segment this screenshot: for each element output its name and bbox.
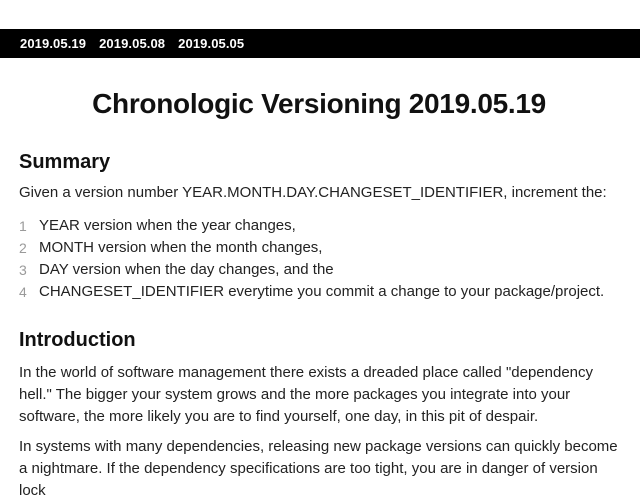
page-title: Chronologic Versioning 2019.05.19	[92, 88, 546, 119]
summary-intro: Given a version number YEAR.MONTH.DAY.CHANGESET_IDENTIFIER, increment the:	[19, 184, 607, 201]
list-item-text: DAY version when the day changes, and the	[39, 261, 334, 278]
summary-list	[19, 215, 604, 303]
list-item-number: 2	[19, 240, 27, 256]
introduction-heading: Introduction	[19, 329, 136, 351]
list-item	[19, 259, 604, 281]
list-item	[19, 215, 604, 237]
list-item-text: YEAR version when the year changes,	[39, 217, 296, 234]
list-item-number: 3	[19, 262, 27, 278]
version-link-2019-05-05[interactable]: 2019.05.05	[178, 36, 245, 51]
list-item	[19, 281, 604, 303]
list-item	[19, 237, 604, 259]
version-link-2019-05-08[interactable]: 2019.05.08	[99, 36, 166, 51]
list-item-text: MONTH version when the month changes,	[39, 239, 323, 256]
introduction-paragraph-1: In the world of software management there exists a dreaded place called "dependency hell." The bigger your system grows and the more packages you integrate into your software, the more likely you are to find yourself, one day, in this pit of despair.	[19, 364, 594, 425]
summary-heading: Summary	[19, 151, 111, 173]
version-link-2019-05-19[interactable]: 2019.05.19	[20, 36, 87, 51]
introduction-paragraph-2: In systems with many dependencies, releasing new package versions can quickly become a nightmare. If the dependency specifications are too tight, you are in danger of version lock	[19, 438, 618, 499]
list-item-number: 1	[19, 218, 27, 234]
list-item-text: CHANGESET_IDENTIFIER everytime you commit a change to your package/project.	[39, 283, 605, 300]
list-item-number: 4	[19, 284, 27, 300]
version-nav-bar	[0, 29, 640, 58]
